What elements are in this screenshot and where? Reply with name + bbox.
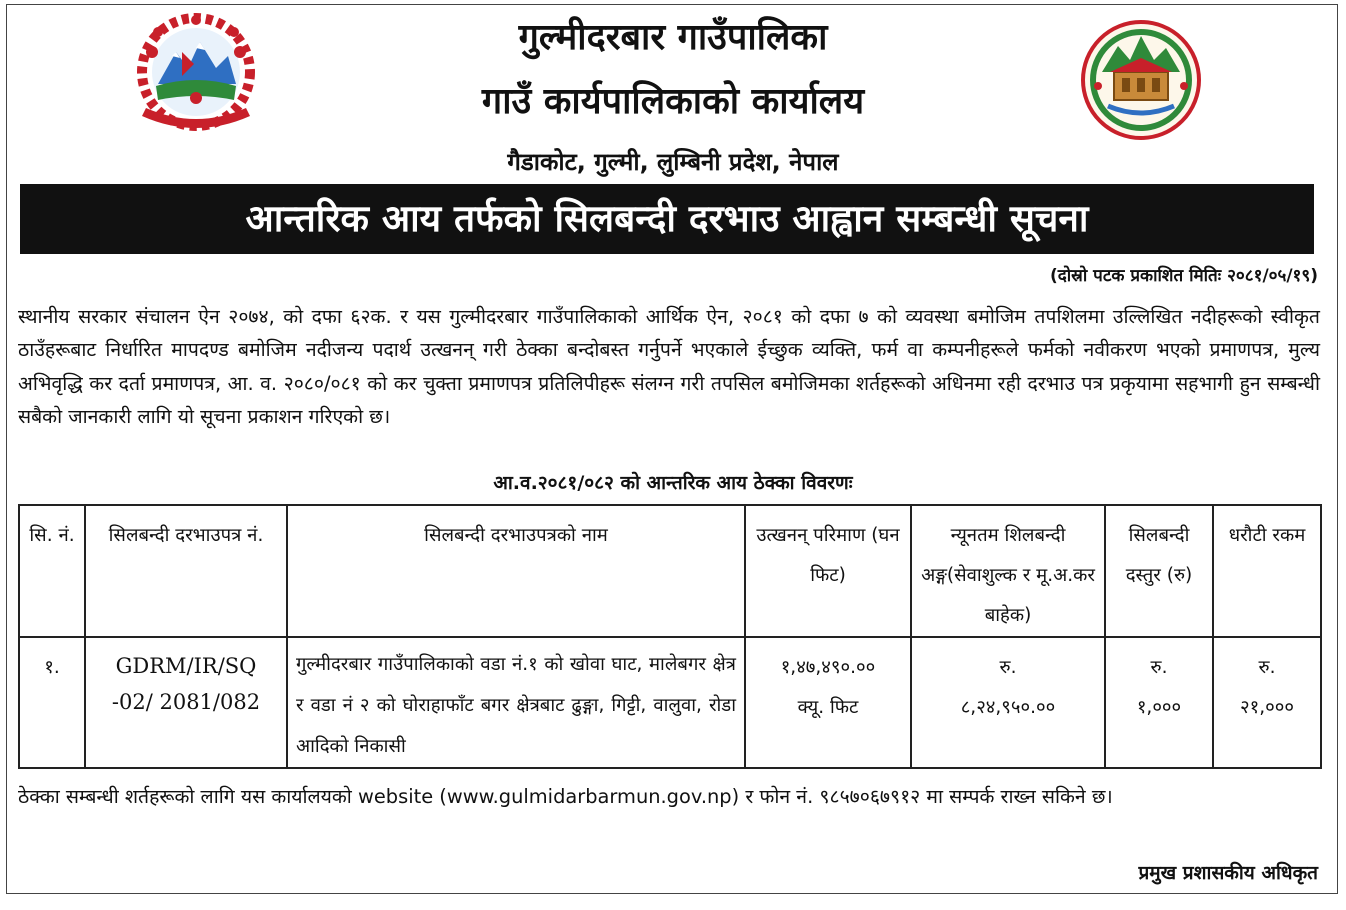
contact-note: ठेक्का सम्बन्धी शर्तहरूको लागि यस कार्यालयको website (www.gulmidarbarmun.gov.np) र फोन नं. ९८५७०६७९१२ मा सम्पर्क राख्न सकिने छ। xyxy=(18,785,1113,808)
deposit-prefix: रु. xyxy=(1258,657,1276,678)
header-fee: सिलबन्दी दस्तुर (रु) xyxy=(1105,505,1213,637)
cell-quantity xyxy=(745,637,911,768)
tender-table xyxy=(18,504,1322,769)
quantity-unit: क्यू. फिट xyxy=(797,697,859,718)
signature-title: प्रमुख प्रशासकीय अधिकृत xyxy=(1138,862,1318,884)
fee-value: १,००० xyxy=(1136,697,1182,718)
cell-fee xyxy=(1105,637,1213,768)
header-deposit: धरौटी रकम xyxy=(1213,505,1321,637)
header-tender-name: सिलबन्दी दरभाउपत्रको नाम xyxy=(287,505,745,637)
notice-body: स्थानीय सरकार संचालन ऐन २०७४, को दफा ६२क. र यस गुल्मीदरबार गाउँपालिकाको आर्थिक ऐन, २०८१ को दफा ७ को व्यवस्था बमोजिम तपशिलमा उल्लिखित नदीहरूको स्वीकृत ठाउँहरूबाट निर्धारित मापदण्ड बमोजिम नदीजन्य पदार्थ उत्खनन् गरी ठेक्का बन्दोबस्त गर्नुपर्ने भएकाले ईच्छुक व्यक्ति, फर्म वा कम्पनीहरूले फर्मको नवीकरण भएको प्रमाणपत्र, मुल्य अभिवृद्धि कर दर्ता प्रमाणपत्र, आ. व. २०८०/०८१ को कर चुक्ता प्रमाणपत्र प्रतिलिपीहरू संलग्न गरी तपसिल बमोजिमका शर्तहरूको अधिनमा रही दरभाउ पत्र प्रकृयामा सहभागी हुन सम्बन्धी सबैको जानकारी लागि यो सूचना प्रकाशन गरिएको छ। xyxy=(18,305,1320,428)
org-name: गुल्मीदरबार गाउँपालिका xyxy=(518,17,828,58)
fee-prefix: रु. xyxy=(1150,657,1168,678)
cell-deposit xyxy=(1213,637,1321,768)
cell-tender-name: गुल्मीदरबार गाउँपालिकाको वडा नं.१ को खोवा घाट, मालेबगर क्षेत्र र वडा नं २ को घोराहाफाँट बगर क्षेत्रबाट ढुङ्गा, गिट्टी, वालुवा, रोडा आदिको निकासी xyxy=(287,637,745,768)
table-title: आ.व.२०८१/०८२ को आन्तरिक आय ठेक्का विवरणः xyxy=(493,472,853,494)
cell-tender-no: GDRM/IR/SQ -02/ 2081/082 xyxy=(85,637,287,768)
office-address: गैडाकोट, गुल्मी, लुम्बिनी प्रदेश, नेपाल xyxy=(507,148,839,176)
deposit-value: २१,००० xyxy=(1240,697,1294,718)
header-sn: सि. नं. xyxy=(19,505,85,637)
min-bid-prefix: रु. xyxy=(999,657,1017,678)
table-row xyxy=(19,637,1321,768)
publish-date: (दोस्रो पटक प्रकाशित मितिः २०८१/०५/१९) xyxy=(1049,266,1318,286)
table-header-row xyxy=(19,505,1321,637)
quantity-value: १,४७,४९०.०० xyxy=(780,657,876,678)
min-bid-value: ८,२४,९५०.०० xyxy=(960,697,1056,718)
header-tender-no: सिलबन्दी दरभाउपत्र नं. xyxy=(85,505,287,637)
header-min-bid: न्यूनतम शिलबन्दी अङ्ग(सेवाशुल्क र मू.अ.कर बाहेक) xyxy=(911,505,1105,637)
notice-title: आन्तरिक आय तर्फको सिलबन्दी दरभाउ आह्वान सम्बन्धी सूचना xyxy=(20,184,1314,254)
header-quantity: उत्खनन् परिमाण (घन फिट) xyxy=(745,505,911,637)
office-name: गाउँ कार्यपालिकाको कार्यालय xyxy=(481,81,865,122)
cell-min-bid xyxy=(911,637,1105,768)
cell-sn: १. xyxy=(19,637,85,768)
